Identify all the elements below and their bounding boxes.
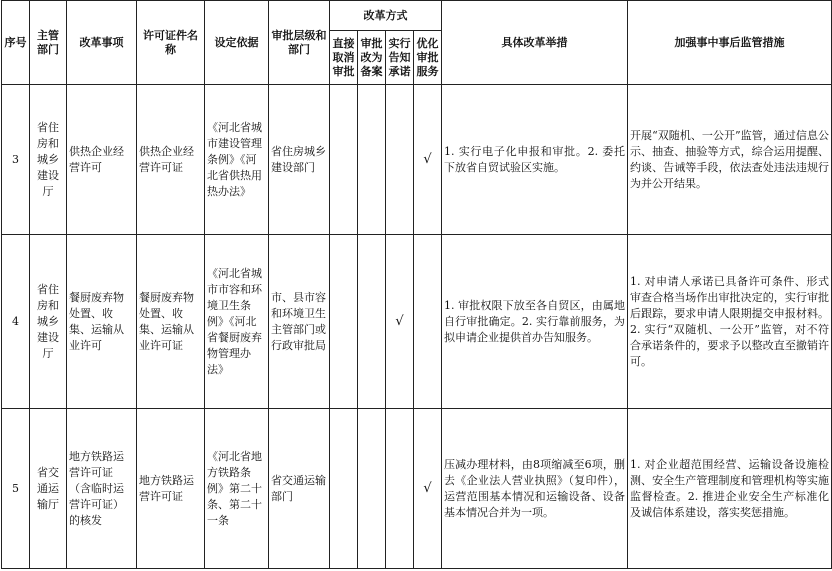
row-optimize: √ (414, 409, 442, 569)
row-measures: 压减办理材料，由8项缩减至6项，删去《企业法人营业执照》（复印件），运营范围基本情况和运输设备、设备基本情况合并为一项。 (442, 409, 628, 569)
row-cancel (330, 235, 358, 409)
row-supervision: 开展“双随机、一公开”监管，通过信息公示、抽查、抽验等方式，综合运用提醒、约谈、告诫等手段，依法查处违法违规行为并公开结果。 (628, 85, 832, 235)
row-item: 地方铁路运营许可证（含临时运营许可证）的核发 (67, 409, 137, 569)
header-mode-filing: 审批改为备案 (358, 31, 386, 85)
row-measures: 1. 审批权限下放至各自贸区，由属地自行审批确定。2. 实行靠前服务，为拟申请企业提供首办告知服务。 (442, 235, 628, 409)
row-license: 地方铁路运营许可证 (137, 409, 205, 569)
row-dept: 省住房和城乡建设厅 (30, 235, 67, 409)
row-license: 供热企业经营许可证 (137, 85, 205, 235)
row-dept: 省交通运输厅 (30, 409, 67, 569)
row-measures: 1. 实行电子化申报和审批。2. 委托下放省自贸试验区实施。 (442, 85, 628, 235)
row-level: 省住房城乡建设部门 (269, 85, 330, 235)
row-supervision: 1. 对企业超范围经营、运输设备设施检测、安全生产管理制度和管理机构等实施监督检查。2. 推进企业安全生产标准化及诚信体系建设，落实奖惩措施。 (628, 409, 832, 569)
row-promise: √ (386, 235, 414, 409)
header-measures: 具体改革举措 (442, 1, 628, 85)
row-promise (386, 85, 414, 235)
row-basis: 《河北省地方铁路条例》第二十条、第二十一条 (205, 409, 269, 569)
row-basis: 《河北省城市建设管理条例》《河北省供热用热办法》 (205, 85, 269, 235)
header-item: 改革事项 (67, 1, 137, 85)
row-filing (358, 85, 386, 235)
header-license: 许可证件名称 (137, 1, 205, 85)
table-row (2, 409, 832, 569)
row-item: 供热企业经营许可 (67, 85, 137, 235)
row-cancel (330, 85, 358, 235)
row-no: 3 (2, 85, 30, 235)
row-promise (386, 409, 414, 569)
row-level: 市、县市容和环境卫生主管部门或行政审批局 (269, 235, 330, 409)
header-mode: 改革方式 (330, 1, 442, 31)
row-filing (358, 409, 386, 569)
header-level: 审批层级和部门 (269, 1, 330, 85)
row-basis: 《河北省城市市容和环境卫生条例》《河北省餐厨废弃物管理办法》 (205, 235, 269, 409)
row-no: 4 (2, 235, 30, 409)
header-mode-cancel: 直接取消审批 (330, 31, 358, 85)
row-item: 餐厨废弃物处置、收集、运输从业许可 (67, 235, 137, 409)
row-optimize (414, 235, 442, 409)
header-dept: 主管部门 (30, 1, 67, 85)
row-level: 省交通运输部门 (269, 409, 330, 569)
header-no: 序号 (2, 1, 30, 85)
row-optimize: √ (414, 85, 442, 235)
table-row (2, 235, 832, 409)
header-supervision: 加强事中事后监管措施 (628, 1, 832, 85)
reform-table (1, 0, 832, 569)
row-no: 5 (2, 409, 30, 569)
row-license: 餐厨废弃物处置、收集、运输从业许可证 (137, 235, 205, 409)
header-basis: 设定依据 (205, 1, 269, 85)
table-row (2, 85, 832, 235)
header-mode-optimize: 优化审批服务 (414, 31, 442, 85)
row-dept: 省住房和城乡建设厅 (30, 85, 67, 235)
row-cancel (330, 409, 358, 569)
header-mode-promise: 实行告知承诺 (386, 31, 414, 85)
row-supervision: 1. 对申请人承诺已具备许可条件、形式审查合格当场作出审批决定的，实行审批后跟踪，要求申请人限期提交申报材料。2. 实行“双随机、一公开”监管，对不符合承诺条件的，要求予以整改直至撤销许可。 (628, 235, 832, 409)
row-filing (358, 235, 386, 409)
